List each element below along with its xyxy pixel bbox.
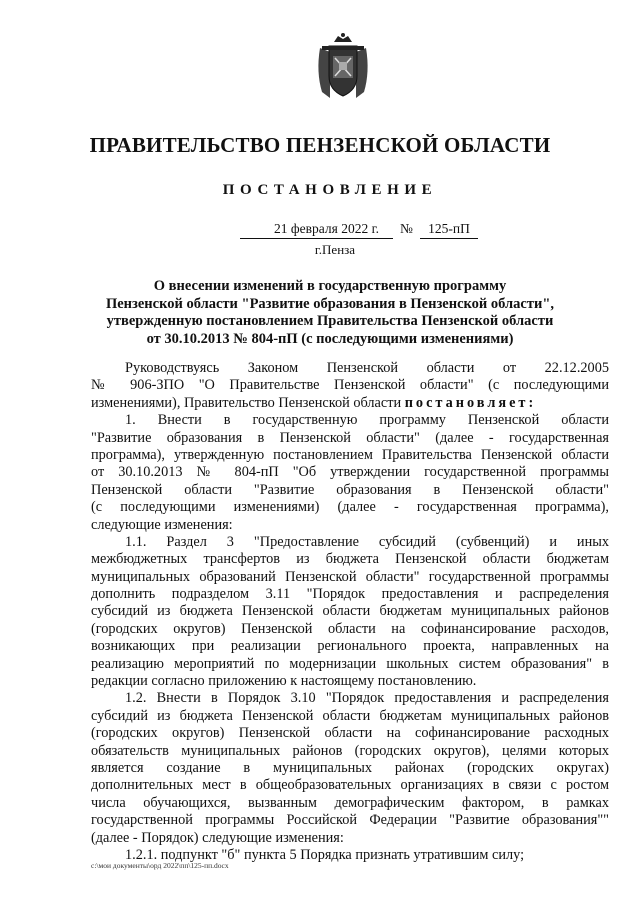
title-line: Пензенской области "Развитие образования в Пензенской области",	[105, 295, 555, 312]
body-line: Руководствуясь Законом Пензенской области от 22.12.2005	[125, 360, 609, 376]
document-type: ПОСТАНОВЛЕНИЕ	[222, 182, 438, 198]
resolves-word: постановляет:	[404, 394, 537, 411]
body-line: (городских округов) Пензенской области на софинансирование расходов,	[91, 620, 609, 637]
body-line: программа), утвержденную постановлением Правительства Пензенской области	[91, 446, 609, 463]
number-sign: №	[400, 221, 413, 236]
body-line: обязательств муниципальных районов (городских округов), целями которых	[91, 742, 609, 759]
city: г.Пенза	[314, 242, 356, 257]
body-line: государственной программы Российской Федерации "Развитие образования""	[91, 812, 609, 829]
government-title: ПРАВИТЕЛЬСТВО ПЕНЗЕНСКОЙ ОБЛАСТИ	[89, 133, 551, 157]
body-line: межбюджетных трансфертов из бюджета Пензенской области бюджетам	[91, 551, 609, 568]
decree-body	[91, 360, 609, 864]
title-line: О внесении изменений в государственную программу	[153, 278, 507, 294]
body-line: 1. Внести в государственную программу Пензенской области	[125, 412, 609, 429]
body-line: 1.1. Раздел 3 "Предоставление субсидий (субвенций) и иных	[125, 533, 609, 550]
body-line: (далее - Порядок) следующие изменения:	[91, 829, 344, 846]
body-line: (городских округов) Пензенской области на софинансирование расходных	[91, 725, 609, 742]
body-line: от 30.10.2013 № 804-пП "Об утверждении государственной программы	[91, 464, 609, 481]
body-line: следующие изменения:	[91, 516, 233, 533]
body-line: реализацию мероприятий по модернизации школьных систем образования" в	[91, 655, 609, 672]
body-line-text: изменениями), Правительство Пензенской области	[91, 394, 402, 411]
body-line	[91, 395, 609, 412]
file-path-footer: c:\мои документы\орд 2022\пп\125-пп.docx	[91, 861, 229, 870]
body-line: является создание в муниципальных районах (городских округах)	[91, 759, 609, 776]
body-line: дополнительных мест в общеобразовательных организациях в связи с ростом	[91, 777, 609, 794]
penza-coat-of-arms-icon	[312, 32, 374, 100]
body-line: редакции согласно приложению к настоящему постановлению.	[91, 673, 477, 690]
title-line: утвержденную постановлением Правительства Пензенской области	[106, 313, 554, 329]
body-line: числа обучающихся, вызванным демографическим фактором, в рамках	[91, 794, 609, 811]
body-line: муниципальных образований Пензенской области" государственной программы	[91, 568, 609, 585]
decree-date: 21 февраля 2022 г.	[240, 221, 393, 239]
body-line: возникающих при реализации регионального проекта, направленных на	[91, 638, 609, 655]
body-line: "Развитие образования в Пензенской области" (далее - государственная	[91, 429, 609, 446]
body-line: дополнить подразделом 3.11 "Порядок предоставления и распределения	[91, 586, 609, 603]
body-line: 1.2. Внести в Порядок 3.10 "Порядок предоставления и распределения	[125, 690, 609, 707]
body-line: Пензенской области "Развитие образования в Пензенской области"	[91, 481, 609, 498]
body-line: субсидий из бюджета Пензенской области бюджетам муниципальных районов	[91, 603, 609, 620]
body-line: 1.2.1. подпункт "б" пункта 5 Порядка признать утратившим силу;	[125, 846, 525, 863]
title-line: от 30.10.2013 № 804-пП (с последующими изменениями)	[146, 330, 514, 347]
decree-title	[100, 278, 560, 348]
body-line: № 906-ЗПО "О Правительстве Пензенской области" (с последующими	[91, 377, 609, 394]
decree-number: 125-пП	[420, 221, 478, 239]
body-line: субсидий из бюджета Пензенской области бюджетам муниципальных районов	[91, 707, 609, 724]
body-line: (с последующими изменениями) (далее - государственная программа),	[91, 499, 609, 516]
